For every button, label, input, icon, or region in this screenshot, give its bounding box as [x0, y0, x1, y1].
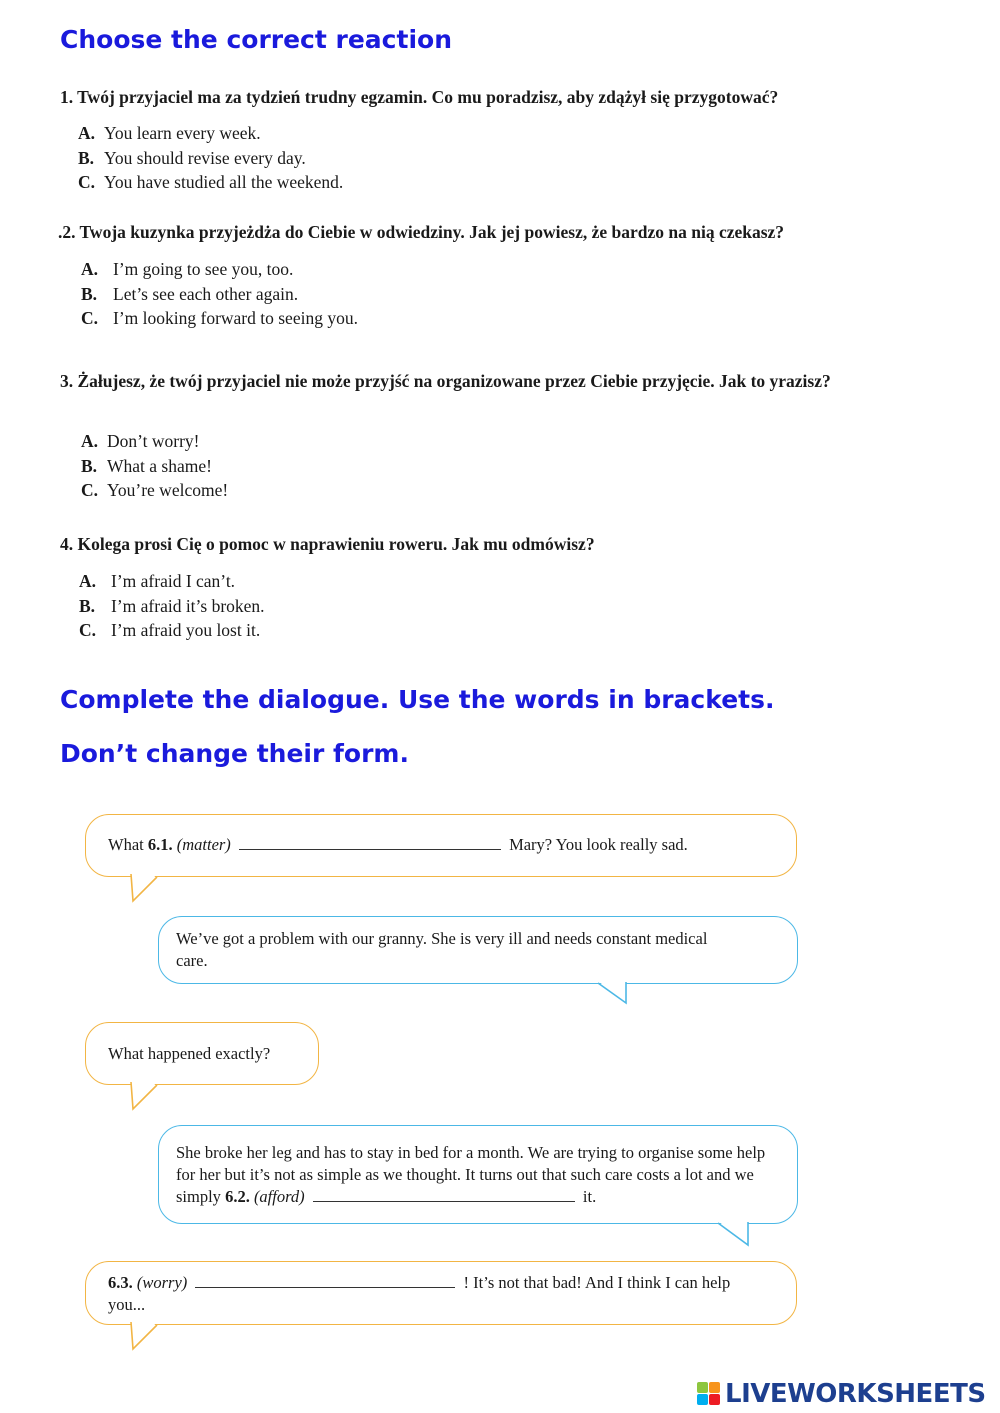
speech-bubble-1: What 6.1. (matter) Mary? You look really sad.	[85, 814, 797, 877]
speech-bubble-5: 6.3. (worry) ! It’s not that bad! And I think I can help you...	[85, 1261, 797, 1325]
option[interactable]: B. Let’s see each other again.	[81, 283, 299, 304]
bubble-tail	[716, 1221, 752, 1249]
section-subtitle: Don’t change their form.	[60, 739, 409, 768]
option[interactable]: A. I’m afraid I can’t.	[79, 571, 236, 591]
bubble-tail	[128, 874, 162, 904]
bubble-tail	[128, 1322, 162, 1352]
option[interactable]: B. You should revise every day.	[78, 147, 306, 168]
section-title-complete: Complete the dialogue. Use the words in brackets.	[60, 685, 775, 714]
logo-text: LIVEWORKSHEETS	[725, 1379, 986, 1409]
answer-blank-6-2[interactable]	[313, 1186, 575, 1202]
liveworksheets-logo-icon	[697, 1382, 721, 1406]
option[interactable]: B. What a shame!	[81, 455, 212, 476]
bubble-tail	[596, 981, 632, 1007]
bubble-tail	[128, 1082, 162, 1112]
option[interactable]: A. You learn every week.	[78, 123, 261, 143]
option[interactable]: C. You have studied all the weekend.	[78, 172, 344, 192]
question-4-options	[79, 569, 265, 643]
question-2-text: .2. Twoja kuzynka przyjeżdża do Ciebie w odwiedziny. Jak jej powiesz, że bardzo na nią czekasz?	[58, 222, 785, 242]
option[interactable]: A. I’m going to see you, too.	[81, 259, 294, 279]
question-2-options	[81, 257, 358, 331]
speech-bubble-4: She broke her leg and has to stay in bed for a month. We are trying to organise some help for her but it’s not as simple as we thought. It turns out that such care costs a lot and we simply 6.2. (afford) it.	[158, 1125, 798, 1224]
question-3-options	[81, 429, 228, 503]
option[interactable]: A. Don’t worry!	[81, 431, 200, 451]
option[interactable]: C. I’m afraid you lost it.	[79, 620, 261, 640]
liveworksheets-logo[interactable]	[697, 1378, 993, 1410]
answer-blank-6-1[interactable]	[239, 834, 501, 850]
question-3-text: 3. Żałujesz, że twój przyjaciel nie może przyjść na organizowane przez Ciebie przyjęcie. Jak to yrazisz?	[60, 371, 831, 391]
section-title-choose: Choose the correct reaction	[60, 25, 452, 54]
question-1-text: 1. Twój przyjaciel ma za tydzień trudny egzamin. Co mu poradzisz, aby zdążył się przygotować?	[60, 87, 779, 107]
answer-blank-6-3[interactable]	[195, 1272, 455, 1288]
question-4-text: 4. Kolega prosi Cię o pomoc w naprawieniu roweru. Jak mu odmówisz?	[60, 534, 595, 554]
option[interactable]: B. I’m afraid it’s broken.	[79, 595, 265, 616]
question-1-options	[78, 121, 343, 195]
option[interactable]: C. You’re welcome!	[81, 480, 229, 500]
option[interactable]: C. I’m looking forward to seeing you.	[81, 308, 358, 328]
speech-bubble-2: We’ve got a problem with our granny. She is very ill and needs constant medical care.	[158, 916, 798, 984]
speech-bubble-3: What happened exactly?	[85, 1022, 319, 1085]
